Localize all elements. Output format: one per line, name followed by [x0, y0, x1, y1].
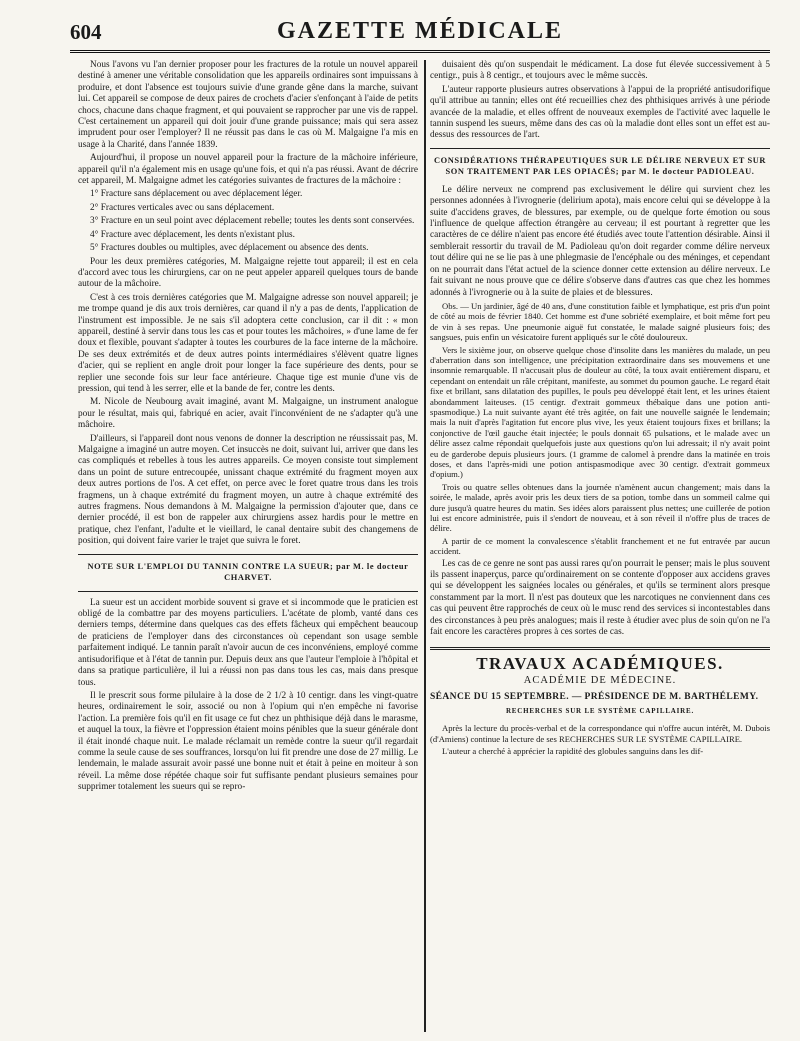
tannin-article-paragraphs	[78, 598, 418, 794]
paragraph: Après la lecture du procès-verbal et de la correspondance qui n'offre aucun intérêt, M. Dubois (d'Amiens) continue la lecture de ses RECHERCHES SUR LE SYSTÈME CAPILLAIRE.	[430, 723, 770, 744]
paragraph: Pour les deux premières catégories, M. Malgaigne rejette tout appareil; il est en cela d'accord avec tous les chirurgiens, car on ne peut appeler appareil quelques tours de bande autour de la mâchoire.	[78, 256, 418, 290]
paragraph: 1° Fracture sans déplacement ou avec déplacement léger.	[90, 189, 303, 200]
paragraph: 3° Fracture en un seul point avec déplacement rebelle; toutes les dents sont conservées.	[90, 216, 415, 227]
paragraph: Vers le sixième jour, on observe quelque chose d'insolite dans les manières du malade, un peu d'aberration dans son intelligence, une précipitation extraordinaire dans ses mouvemens et une insomnie remarquable. Il n'accusait plus de douleur au côté, la toux avait entièrement disparu, et cependant on entendait un râle crépitant, manifeste, au sommet du poumon gauche. Le regard était fixe et brillant, sans dilatation des pupilles, le pouls peu développé était lent, et les urines étaient abondamment laiteuses. (15 centigr. d'extrait gommeux thébaïque dans une potion anti-spasmodique.) La nuit suivante ayant été très agitée, on fait une nouvelle saignée le lendemain; mais la nuit d'après l'agitation fut encore plus vive, les yeux étaient toujours fixes et brillans; la conjonctive de l'œil gauche était injectée; le pouls donnait 65 pulsations, et le malade avec un délire assez calme répondait quelquefois juste aux questions qu'on lui adressait; il n'y avait point eu de garderobe depuis plusieurs jours. (1 gramme de calomel à prendre dans la matinée en trois doses, et dans l'après-midi une potion antispasmodique avec 30 centigr. d'extrait gommeux d'opium.)	[430, 344, 770, 480]
paragraph: Aujourd'hui, il propose un nouvel appareil pour la fracture de la mâchoire inférieure, appareil qu'il n'a également mis en usage qu'une fois, et qui n'a pas réussi. Avant de décrire cet appareil, M. Malgaigne admet les catégories suivantes de fractures de la mâchoire :	[78, 153, 418, 187]
academie-paragraphs	[430, 723, 770, 756]
delire-article-paragraphs	[430, 185, 770, 299]
paragraph: Trois ou quatre selles obtenues dans la journée n'amènent aucun changement; mais dans la soirée, le malade, après avoir pris les deux tiers de sa potion, tombe dans un sommeil calme qui dure jusqu'à quatre heures du matin. Ses idées alors paraissent plus nettes; une cuillerée de potion lui est encore administrée, puis il s'endort de nouveau, et à son réveil il n'offre plus de traces de délire.	[430, 481, 770, 534]
section-title: TRAVAUX ACADÉMIQUES.	[476, 653, 724, 673]
right-column	[430, 60, 770, 1035]
subsection-title: ACADÉMIE DE MÉDECINE.	[523, 674, 677, 686]
column-separator	[424, 60, 426, 1032]
paragraph: 5° Fractures doubles ou multiples, avec déplacement ou absence des dents.	[90, 243, 369, 254]
tannin-continued-paragraphs	[430, 60, 770, 142]
paragraph: Les cas de ce genre ne sont pas aussi rares qu'on pourrait le penser; mais le plus souvent ils passent inaperçus, parce qu'ordinairement on se contente d'opposer aux accidens graves qui se développent les saignées locales ou générales, et qu'ils se terminent alors presque constamment par la mort. Il n'est pas douteux que les narcotiques ne conviennent dans ces cas qui peuvent être rapprochés de ceux où le musc rend des services si incontestables dans des circonstances à peu près analogues; mais il reste à étudier avec plus de soin qu'on ne l'a fait encore les caractères propres à ces sortes de cas.	[430, 558, 770, 638]
article-title-delire: CONSIDÉRATIONS THÉRAPEUTIQUES SUR LE DÉLIRE NERVEUX ET SUR SON TRAITEMENT PAR LES OPIACÉS; par M. le docteur PADIOLEAU.	[433, 155, 767, 176]
left-intro-paragraphs	[78, 60, 418, 187]
paragraph: M. Nicole de Neubourg avait imaginé, avant M. Malgaigne, un instrument analogue pour le résultat, mais qui, fabriqué en acier, avait l'inconvénient de ne s'adapter qu'à une mâchoire.	[78, 397, 418, 431]
left-body-paragraphs	[78, 257, 418, 548]
paragraph: 4° Fracture avec déplacement, les dents n'existant plus.	[90, 229, 295, 240]
section-divider	[430, 647, 770, 650]
article-divider	[78, 554, 418, 555]
left-column	[78, 60, 418, 1035]
fracture-categories-list	[78, 189, 418, 254]
paragraph: La sueur est un accident morbide souvent si grave et si incommode que le praticien est obligé de la combattre par des moyens particuliers. L'acétate de plomb, vanté dans ces derniers temps, détermine dans quelques cas des effets fâcheux qui empêchent beaucoup de praticiens de l'employer dans des circonstances où cependant son usage semble parfaitement indiqué. Le tannin paraît n'avoir aucun de ces inconvéniens, employé comme antisudorifique et à l'état de tannin pur. Depuis deux ans que l'auteur l'emploie à l'hôpital et dans sa pratique particulière, il lui a réussi non pas dans tous les cas, mais dans presque tous.	[78, 597, 418, 688]
journal-title: GAZETTE MÉDICALE	[276, 18, 564, 44]
paragraph: duisaient dès qu'on suspendait le médicament. La dose fut élevée successivement à 5 centigr., puis à 8 centigr., et toujours avec le même succès.	[430, 60, 770, 82]
paragraph: Le délire nerveux ne comprend pas exclusivement le délire qui survient chez les personnes adonnées à l'ivrognerie (delirium apota), mais encore celui qui se développe à la suite d'accidens graves, de blessures, par exemple, ou de quelque forte émotion ou sous l'influence de quelque affection étrangère au cerveau; il est pourtant à regretter que les caractères de ce délire n'aient pas encore été étudiés avec toute l'attention désirable. Ainsi il semblerait ressortir du travail de M. Padioleau qu'on doit regarder comme délire nerveux tout délire qui ne se lie pas à une phlegmasie de l'encéphale ou des méninges, et cependant on ne pourrait dans l'état actuel de la science donner cette extension au délire nerveux. Le fait suivant ne nous prouve que ce délire s'observe dans d'autres cas que chez les hommes adonnés à l'ivrognerie ou à la suite de plaies et de blessures.	[430, 184, 770, 298]
paragraph: Obs. — Un jardinier, âgé de 40 ans, d'une constitution faible et lymphatique, est pris d'un point de côté au mois de février 1840. Cet homme est d'une sobriété exemplaire, et boit même fort peu de vin à ses repas. Une pneumonie aiguë fut constatée, le malade saigné plusieurs fois; des sangsues, puis enfin un vésicatoire furent appliqués sur le côté douloureux.	[430, 300, 770, 343]
recherches-heading: RECHERCHES SUR LE SYSTÈME CAPILLAIRE.	[505, 706, 695, 715]
delire-conclusion-paragraphs	[430, 559, 770, 639]
page-number: 604	[70, 20, 102, 44]
article-divider	[78, 591, 418, 592]
paragraph: 2° Fractures verticales avec ou sans déplacement.	[90, 202, 275, 213]
paragraph: C'est à ces trois dernières catégories que M. Malgaigne adresse son nouvel appareil; je me trompe quand je dis aux trois dernières, car quand il n'y a pas de dents, l'application de l'instrument est impossible. Je ne sais s'il adoptera cette conclusion, car il dit : « mon appareil, destiné à servir dans tous les cas et pour toutes les mâchoires, » d'une lame de fer doux et flexible, pouvant s'adapter à toutes les courbures de la face interne de la mâchoire. De ses deux extrémités et de deux autres points intermédiaires s'élèvent quatre lignes d'acier, qui se replient en angle droit pour longer la face supérieure des dents, pour se replier une seconde fois sur leur face antérieure. Chaque tige est munie d'une vis de pression, qui tend à les serrer, elle et la bande de fer, contre les dents.	[78, 292, 418, 394]
observation-paragraphs	[430, 301, 770, 557]
page-header	[70, 18, 770, 53]
paragraph: L'auteur rapporte plusieurs autres observations à l'appui de la propriété antisudorifique qu'il attribue au tannin; elles ont été recueillies chez des phthisiques arrivés à une période avancée de la maladie, et elles offrent de nouveaux exemples de l'activité avec laquelle le tannin suspend les sueurs, même dans des cas où la maladie dont elles sont un effet est au-dessus des ressources de l'art.	[430, 84, 770, 141]
article-title-tannin: NOTE SUR L'EMPLOI DU TANNIN CONTRE LA SUEUR; par M. le docteur CHARVET.	[87, 561, 409, 582]
seance-heading: SÉANCE DU 15 SEPTEMBRE. — PRÉSIDENCE DE M. BARTHÉLEMY.	[430, 692, 759, 703]
paragraph: Nous l'avons vu l'an dernier proposer pour les fractures de la rotule un nouvel appareil destiné à amener une véritable consolidation que les appareils ordinaires sont impuissans à produire, et dont l'absence est toujours suivie d'une grande gêne dans la marche, suivant lui. Cet appareil se compose de deux paires de crochets d'acier s'enfonçant à l'aide de petits chocs, chacune dans chaque fragment, et qui pouvaient se rapprocher par une vis de rappel. C'est certainement un appareil qui doit jouir d'une grande puissance; mais qui sera assez imprudent pour oser l'employer? Il ne réussit pas dans le cas où M. Malgaigne l'a mis en usage à la Charité, dans l'année 1839.	[78, 60, 418, 150]
paragraph: D'ailleurs, si l'appareil dont nous venons de donner la description ne réussissait pas, M. Malgaigne a imaginé un autre moyen. Cet insuccès ne doit, suivant lui, arriver que dans les cas compliqués et rebelles à tous les autres appareils. Ce moyen consiste tout simplement dans un point de suture entrecoupée, unissant chaque extrémité du fragment moyen aux deux autres portions de l'os. A cet effet, on perce avec le foret quatre trous dans les trois fragmens, un à chaque extrémité du fragment moyen, un autre à chaque extrémité des autres fragmens. Nous demandons à M. Malgaigne la permission d'ajouter que, dans ce dernier procédé, il est bon de rappeler aux chirurgiens assez hardis pour le mettre en pratique, chez l'enfant, l'adulte et le vieillard, le canal dentaire subit des changemens de position, qui doivent faire varier le trajet que suivra le foret.	[78, 433, 418, 547]
paragraph: L'auteur a cherché à apprécier la rapidité des globules sanguins dans les dif-	[442, 745, 704, 756]
article-divider	[430, 148, 770, 149]
paragraph: A partir de ce moment la convalescence s'établit franchement et ne fut entravée par aucun accident.	[430, 535, 770, 557]
paragraph: Il le prescrit sous forme pilulaire à la dose de 2 1/2 à 10 centigr. dans les vingt-quatre heures, ordinairement le soir, associé ou non à l'opium qui n'en empêche ni favorise l'action. La première fois qu'il en fit usage ce fut chez un phthisique déjà dans le marasme, et auquel la toux, la fièvre et l'oppression étaient moins pénibles que la sueur générale dont il était inondé chaque nuit. Le malade réclamait un remède contre la sueur qu'il regardait comme la seule cause de ses souffrances, lorsqu'on lui fit prendre une dose de 27 millig. Le lendemain, le malade assurait avoir passé une bonne nuit et était à peine en moiteur à son réveil. La même dose répétée chaque soir fut suffisante pendant plusieurs semaines pour supprimer totalement les sueurs qui se repro-	[78, 690, 418, 793]
